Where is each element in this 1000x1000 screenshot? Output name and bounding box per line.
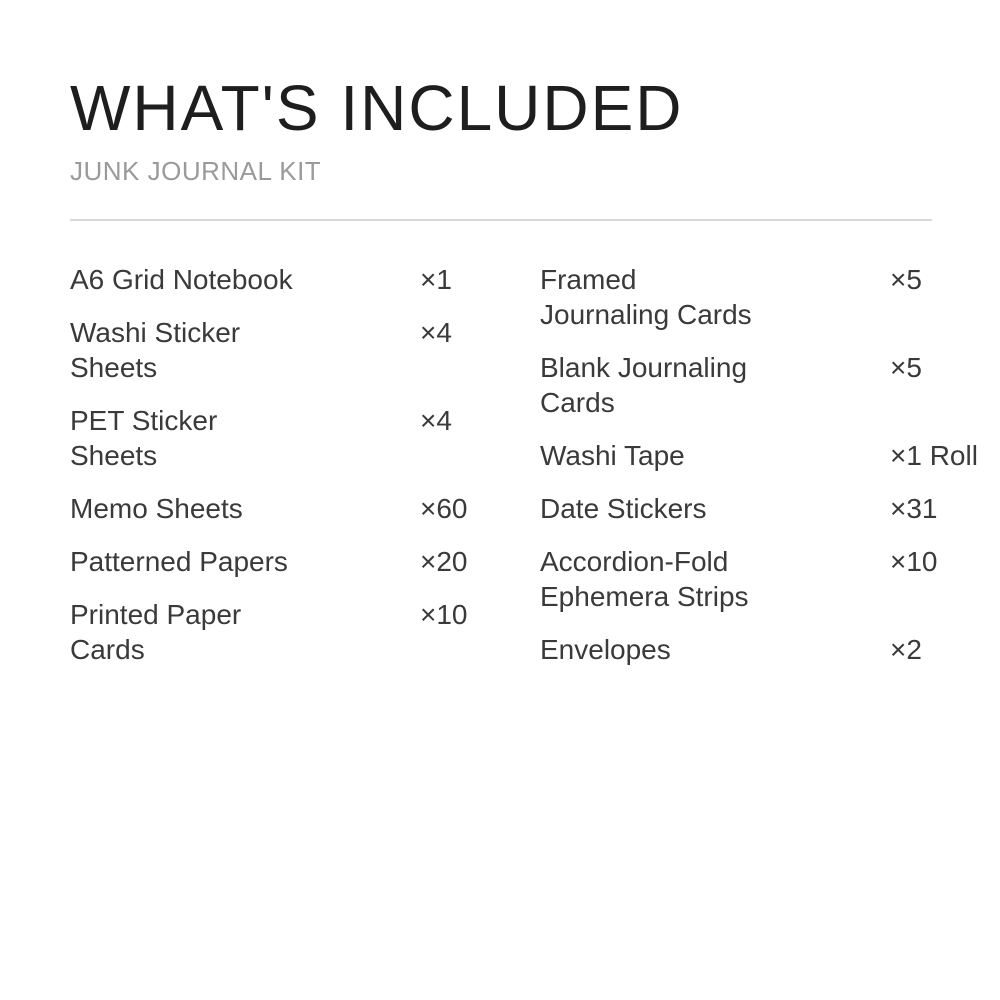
header-divider	[70, 219, 932, 221]
item-quantity: ×31	[890, 493, 938, 524]
list-item	[540, 491, 990, 526]
item-quantity: ×2	[890, 634, 922, 665]
item-name: A6 Grid Notebook	[70, 264, 293, 295]
item-quantity: ×10	[420, 599, 468, 630]
list-item	[540, 438, 990, 473]
list-item	[70, 491, 490, 526]
item-name: Framed Journaling Cards	[540, 264, 752, 330]
item-quantity: ×5	[890, 352, 922, 383]
list-item	[70, 262, 490, 297]
item-quantity: ×10	[890, 546, 938, 577]
item-quantity: ×20	[420, 546, 468, 577]
page-title: WHAT'S INCLUDED	[70, 72, 684, 144]
item-name: Accordion-Fold Ephemera Strips	[540, 546, 749, 612]
list-item	[70, 403, 490, 473]
item-quantity: ×1	[420, 264, 452, 295]
item-quantity: ×4	[420, 405, 452, 436]
item-name: Date Stickers	[540, 493, 707, 524]
item-quantity: ×5	[890, 264, 922, 295]
list-item	[540, 262, 990, 332]
item-name: Patterned Papers	[70, 546, 288, 577]
item-name: PET Sticker Sheets	[70, 405, 218, 471]
list-item	[540, 632, 990, 667]
item-name: Printed Paper Cards	[70, 599, 242, 665]
list-item	[70, 315, 490, 385]
item-name: Blank Journaling Cards	[540, 352, 748, 418]
item-name: Envelopes	[540, 634, 671, 665]
item-quantity: ×1 Roll	[890, 440, 978, 471]
item-quantity: ×4	[420, 317, 452, 348]
list-item	[540, 544, 990, 614]
item-name: Washi Tape	[540, 440, 685, 471]
list-item	[70, 544, 490, 579]
item-name: Washi Sticker Sheets	[70, 317, 241, 383]
list-item	[70, 597, 490, 667]
list-item	[540, 350, 990, 420]
items-list-left	[70, 262, 490, 685]
page-subtitle: JUNK JOURNAL KIT	[70, 156, 322, 186]
item-quantity: ×60	[420, 493, 468, 524]
items-list-right	[540, 262, 990, 685]
item-name: Memo Sheets	[70, 493, 243, 524]
